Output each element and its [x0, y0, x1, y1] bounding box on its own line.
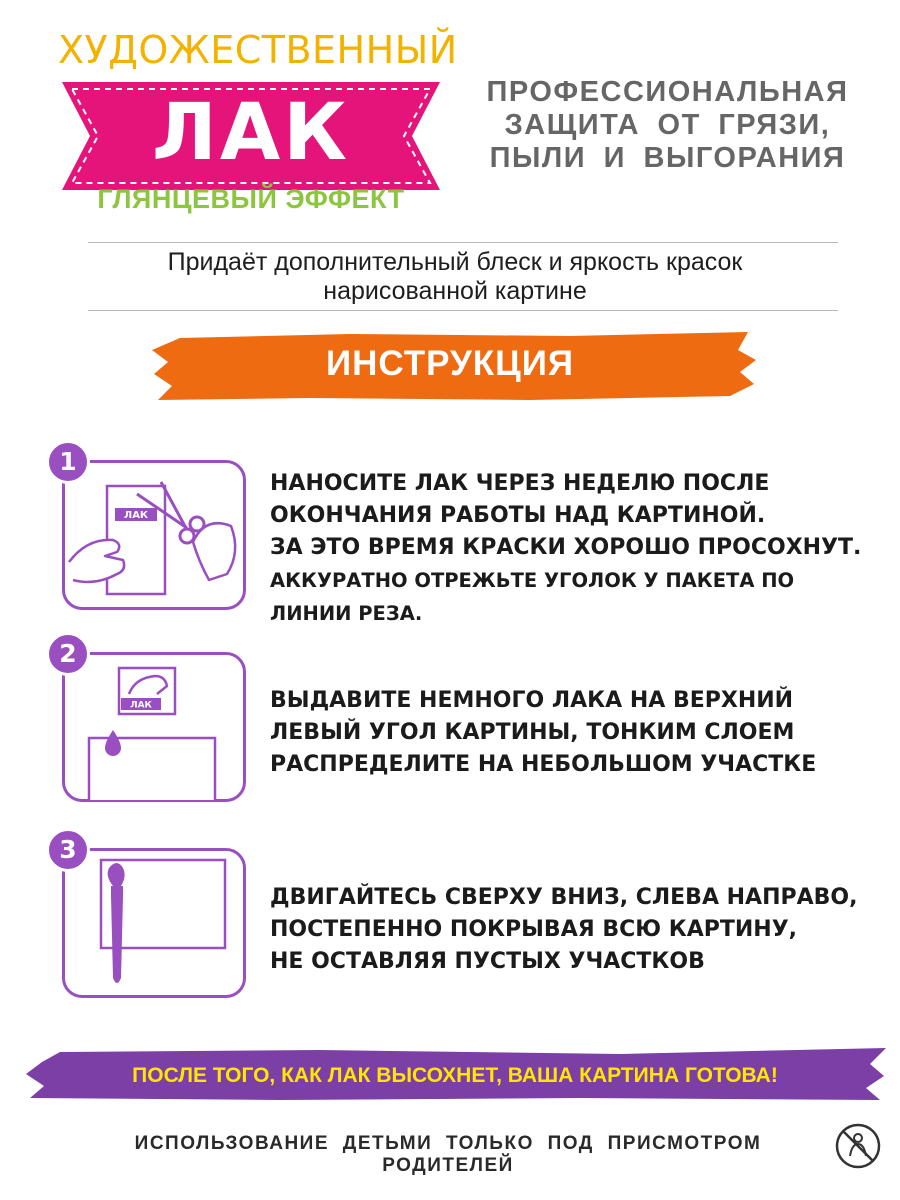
- step-1-line: НАНОСИТЕ ЛАК ЧЕРЕЗ НЕДЕЛЮ ПОСЛЕ: [270, 471, 770, 496]
- package-label: ЛАК: [130, 700, 152, 711]
- title-main: ЛАК: [152, 88, 350, 178]
- subtitle-line: ПРОФЕССИОНАЛЬНАЯ: [486, 76, 849, 108]
- hands-scissors-icon: [65, 462, 245, 608]
- not-for-small-children-icon: [834, 1122, 882, 1170]
- step-2-line: РАСПРЕДЕЛИТЕ НА НЕБОЛЬШОМ УЧАСТКЕ: [270, 752, 817, 777]
- divider-bottom: [88, 310, 838, 311]
- divider-top: [88, 242, 838, 243]
- final-note: ПОСЛЕ ТОГО, КАК ЛАК ВЫСОХНЕТ, ВАША КАРТИНА ГОТОВА!: [132, 1064, 778, 1087]
- step-3-text: [270, 882, 880, 978]
- step-2-text: [270, 685, 880, 781]
- instruction-title: ИНСТРУКЦИЯ: [325, 344, 575, 383]
- subtitle-line: ЗАЩИТА ОТ ГРЯЗИ,: [504, 109, 831, 141]
- step-1-line: ОКОНЧАНИЯ РАБОТЫ НАД КАРТИНОЙ.: [270, 503, 766, 528]
- tagline-line: нарисованной картине: [323, 277, 587, 305]
- subtitle: [470, 76, 865, 175]
- step-3-line: ПОСТЕПЕННО ПОКРЫВАЯ ВСЮ КАРТИНУ,: [270, 917, 798, 942]
- title-sub: ГЛЯНЦЕВЫЙ ЭФФЕКТ: [97, 184, 405, 214]
- step-1-text: [270, 468, 880, 630]
- step-1-small-line: ЛИНИИ РЕЗА.: [270, 602, 423, 625]
- tagline: [60, 248, 850, 306]
- step-1-badge: 1: [46, 440, 90, 484]
- package-label: ЛАК: [123, 510, 149, 521]
- step-1-line: ЗА ЭТО ВРЕМЯ КРАСКИ ХОРОШО ПРОСОХНУТ.: [270, 535, 862, 560]
- step-2-line: ЛЕВЫЙ УГОЛ КАРТИНЫ, ТОНКИМ СЛОЕМ: [270, 720, 795, 745]
- footer-note: ИСПОЛЬЗОВАНИЕ ДЕТЬМИ ТОЛЬКО ПОД ПРИСМОТРОМ РОДИТЕЛЕЙ: [134, 1133, 762, 1176]
- step-2-line: ВЫДАВИТЕ НЕМНОГО ЛАКА НА ВЕРХНИЙ: [270, 688, 794, 713]
- step-3-line: НЕ ОСТАВЛЯЯ ПУСТЫХ УЧАСТКОВ: [270, 949, 705, 974]
- title-top: ХУДОЖЕСТВЕННЫЙ: [58, 28, 458, 72]
- step-3-line: ДВИГАЙТЕСЬ СВЕРХУ ВНИЗ, СЛЕВА НАПРАВО,: [270, 885, 858, 910]
- drop-icon: [65, 654, 245, 800]
- step-2-badge: 2: [46, 632, 90, 676]
- subtitle-line: ПЫЛИ И ВЫГОРАНИЯ: [489, 142, 846, 174]
- step-3-badge: 3: [46, 828, 90, 872]
- paintbrush-icon: [65, 850, 245, 996]
- step-1-small-line: АККУРАТНО ОТРЕЖЬТЕ УГОЛОК У ПАКЕТА ПО: [270, 569, 795, 592]
- tagline-line: Придаёт дополнительный блеск и яркость красок: [167, 248, 743, 276]
